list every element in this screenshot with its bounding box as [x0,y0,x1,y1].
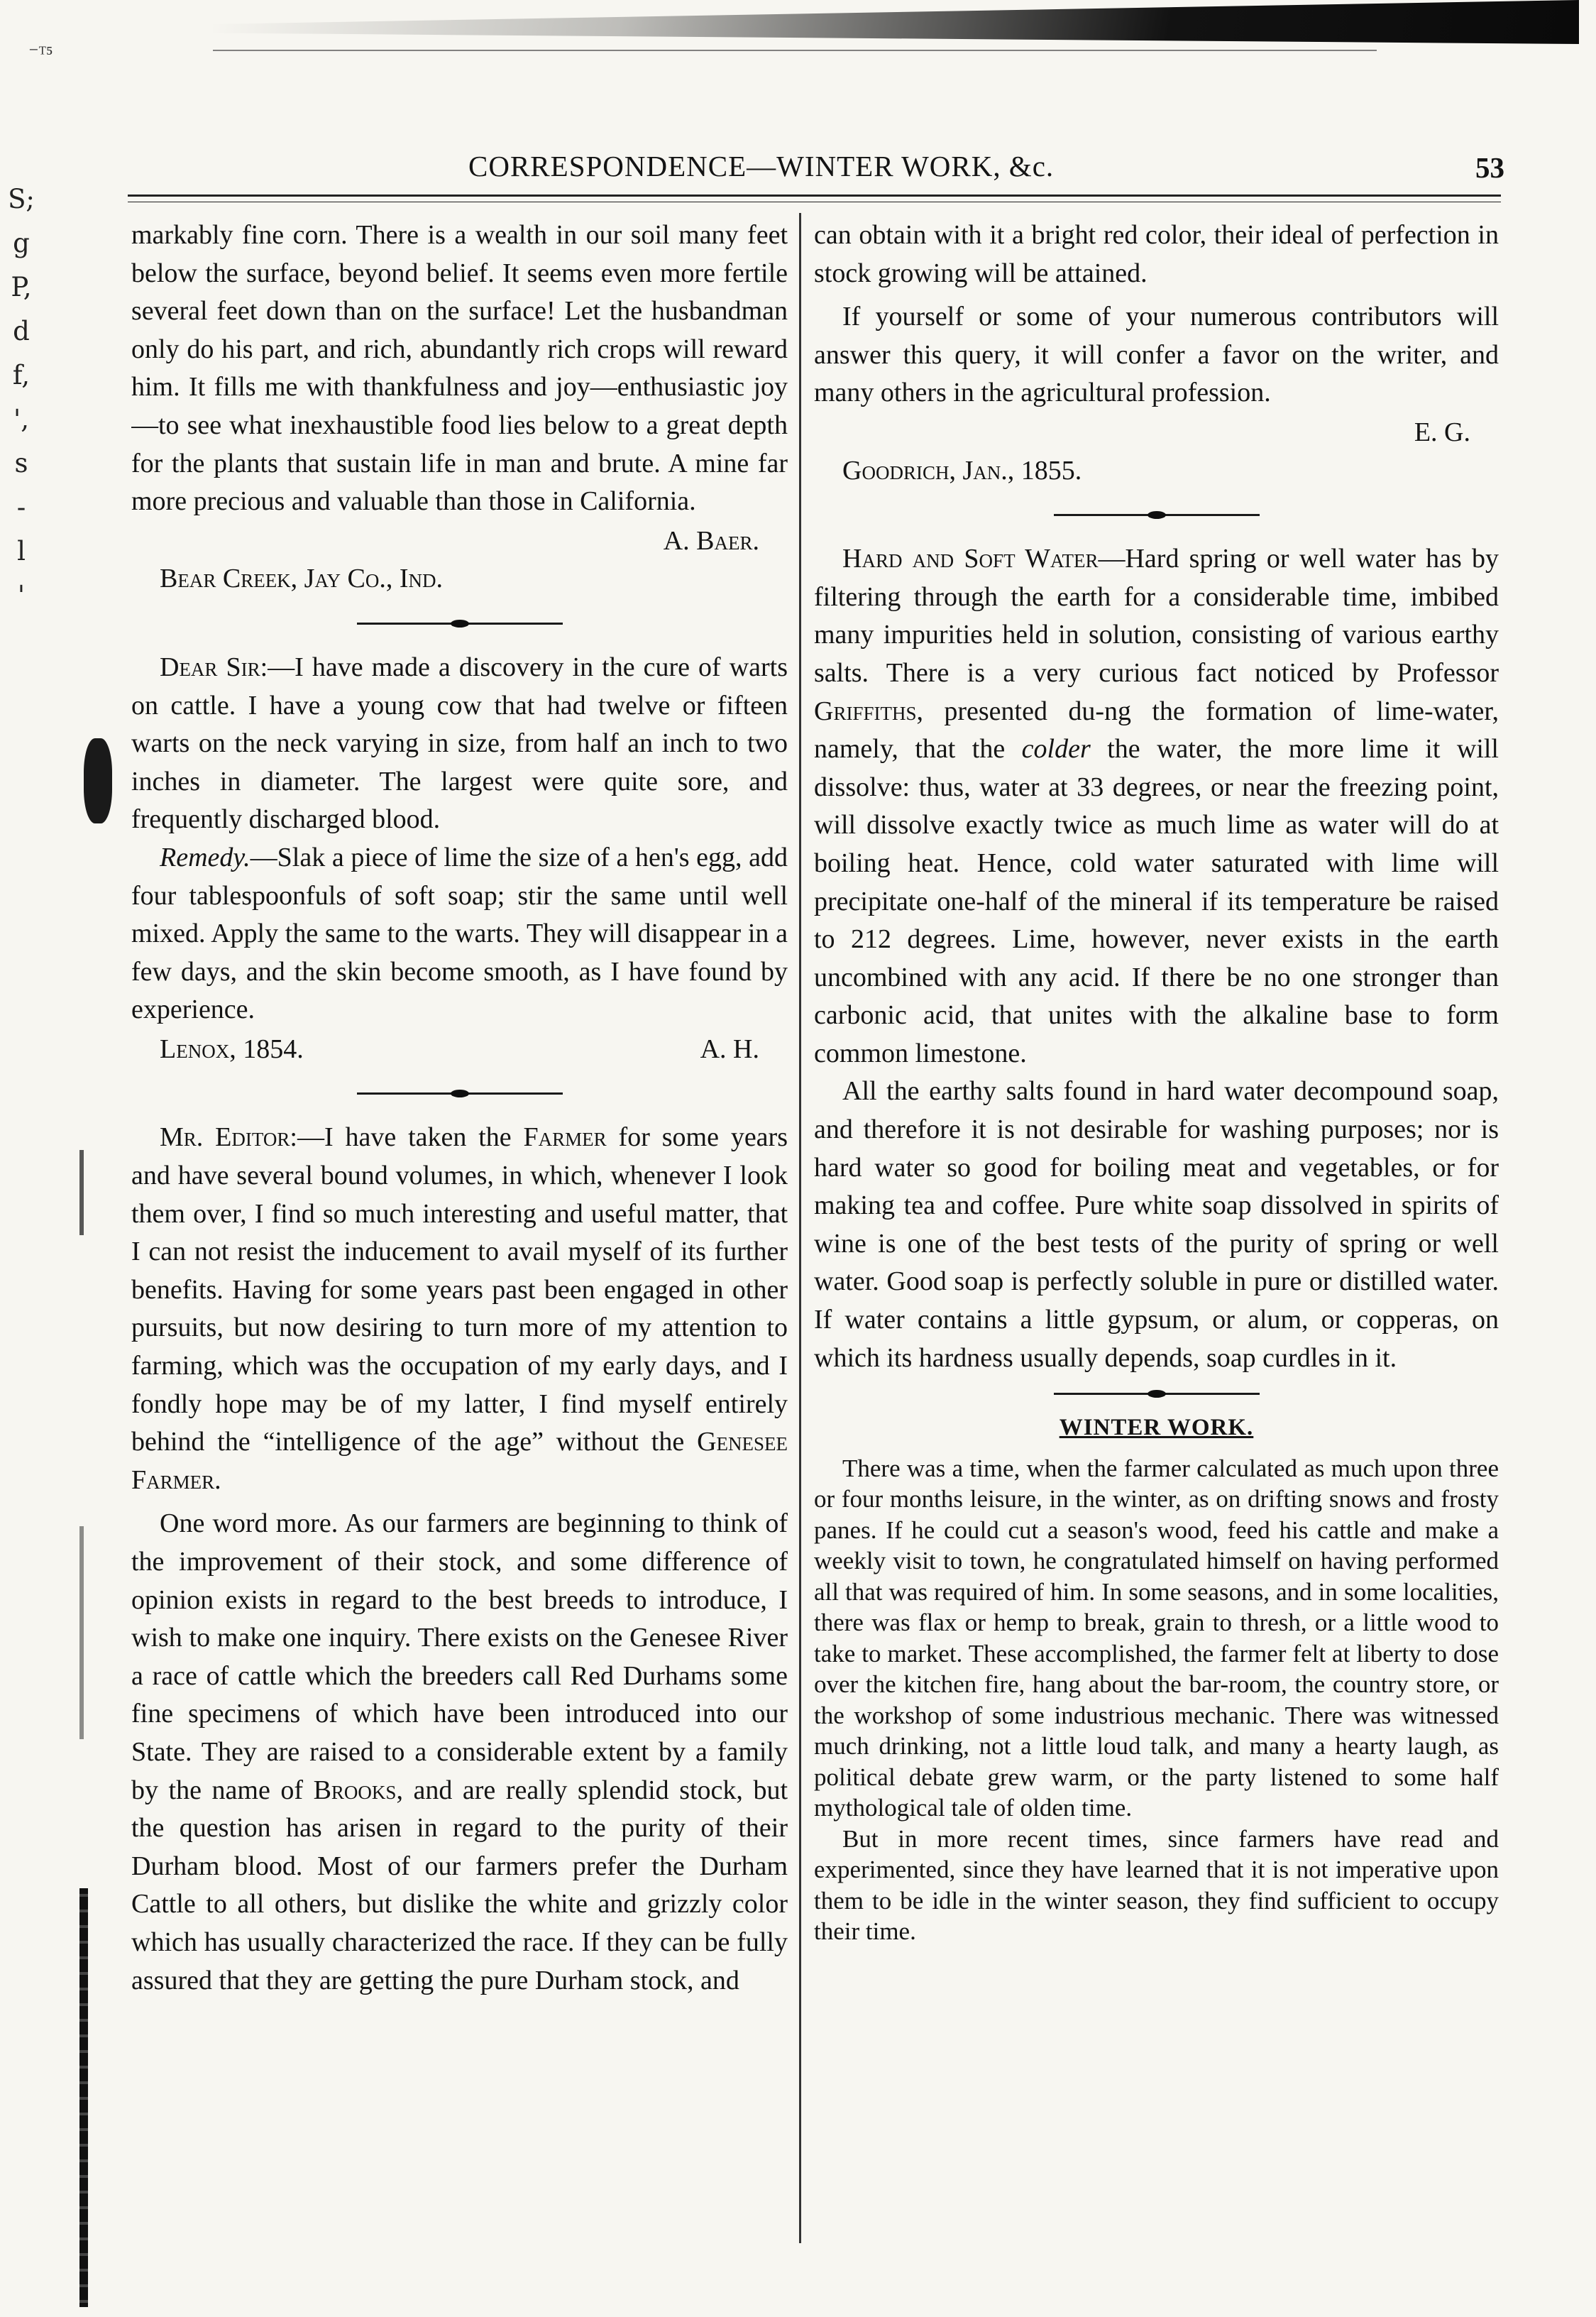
salutation: Dear Sir: [160,652,268,682]
inquiry-continued: can obtain with it a bright red color, their ideal of perfection in stock growing will be attained. [814,220,1499,288]
salutation: Mr. Editor [160,1122,290,1153]
winter-work-paragraph-2: But in more recent times, since farmers have read and experimented, since they have learned that it is not imperative upon them to be idle in the winter season, they find sufficient to occupy their time. [814,1824,1499,1946]
article-heading: Hard and Soft Water [842,544,1099,574]
scan-top-rule [213,50,1377,51]
margin-speckle [79,1526,84,1739]
hard-soft-water-article [814,540,1499,1073]
margin-mark: S; [8,184,35,214]
signature-row [131,1031,788,1069]
publication-name: Genesee Farmer. [131,1427,788,1495]
signature-place: Goodrich, Jan., 1855. [842,455,1082,486]
right-column [814,217,1499,2261]
section-separator [1054,514,1260,516]
signature-name: A. H. [700,1034,759,1064]
running-header: CORRESPONDENCE—WINTER WORK, &c. [468,150,1055,182]
margin-mark: P, [11,272,32,302]
letter-warts [131,649,788,839]
remedy-text: —Slak a piece of lime the size of a hen's egg, add four tablespoonfuls of soft soap; stir the same until well mixed. Apply the same to the warts. They will disappear in a few days, and the skin become smooth, as I have found by experience. [131,842,788,1025]
binding-edge-marks [79,1888,88,2307]
margin-mark: f, [12,360,31,390]
ink-blot [84,738,112,823]
signature-row [131,522,788,561]
winter-work-paragraph: There was a time, when the farmer calculated as much upon three or four months leisure, in the winter, as on drifting snows and frosty panes. If he could cut a season's wood, feed his cattle and make a weekly visit to town, he congratulated himself on having performed all that was required of him. In some seasons, and in some localities, there was flax or hemp to break, grain to thresh, or a little wood to take to market. These accomplished, the farmer felt at liberty to dose over the kitchen fire, hang about the bar-room, the country store, or the workshop of some industrious mechanic. There was witnessed much drinking, not a little loud talk, and many a hearty laugh, as political debate grew warm, or the party listened to some half mythological tale of olden time. [814,1454,1499,1822]
signature-place: Lenox, 1854. [160,1034,304,1064]
earthy-salts-paragraph: All the earthy salts found in hard water decompound soap, and therefore it is not desirable for washing purposes; nor is hard water so good for boiling meat and vegetables, or for making tea and coffee. Pure white soap dissolved in spirits of wine is one of the best tests of the purity of spring or well water. Good soap is perfectly soluble in pure or distilled water. If water contains a little gypsum, or alum, or copperas, on which its hardness usually depends, soap curdles in it. [814,1076,1499,1373]
margin-mark: ' [17,580,26,610]
margin-mark: ', [13,404,29,434]
publication-name: Farmer [523,1122,607,1153]
margin-marks [0,177,43,923]
margin-mark: d [13,316,30,346]
signature-place: Bear Creek, Jay Co., Ind. [160,564,443,594]
letter-warts-text: —I have made a discovery in the cure of warts on cattle. I have a young cow that had twelve or fifteen warts on the neck varying in size, from half an inch to two inches in diameter. The largest were quite sore, and frequently discharged blood. [131,652,788,835]
margin-mark: l [17,536,26,566]
section-separator [1054,1393,1260,1395]
signature-name: A. Baer. [663,525,759,556]
margin-mark: s [14,448,28,478]
corner-mark: ⁻ᵀ⁵ [28,43,53,65]
query-request: If yourself or some of your numerous contributors will answer this query, it will confer a favor on the writer, and many others in the agricultural profession. [814,302,1499,408]
margin-speckle [79,1150,84,1235]
section-title: WINTER WORK. [1059,1415,1254,1441]
article-text: , presented du-ng the formation of lime-water, namely, that the [814,696,1499,765]
letter-baer-text: markably fine corn. There is a wealth in our soil many feet below the surface, beyond belief. It seems even more fertile several feet down than on the surface! Let the husbandman only do his part, and rich, abundantly rich crops will reward him. It fills me with thankfulness and joy—enthusiastic joy—to see what inexhaustible food lies below to a great depth for the plants that sustain life in man and brute. A mine far more precious and valuable than those in California. [131,220,788,517]
letter-editor-text: :—I have taken the [290,1122,524,1153]
signature-row [814,414,1499,452]
signature-initials: E. G. [1414,417,1470,447]
left-column [131,217,788,2261]
section-separator [357,1092,563,1095]
person-name: Griffiths [814,696,917,726]
remedy-lead: Remedy. [160,842,251,872]
scan-top-ink-bar [213,0,1579,44]
header-rule-thick [128,195,1501,197]
inquiry-paragraph [131,1505,788,2000]
article-text: —Hard spring or well water has by filtering through the earth for a considerable time, imbibed many impurities held in solution, consisting of various earthy salts. There is a very curious fact noticed by Professor [814,544,1499,688]
margin-mark: - [16,492,26,522]
letter-editor [131,1119,788,1499]
inquiry-text: One word more. As our farmers are beginning to think of the improvement of their stock, and some difference of opinion exists in regard to the best breeds to introduce, I wish to make one inquiry. There exists on the Genesee River a race of cattle which the breeders call Red Durhams some fine specimens of which have been introduced into our State. They are raised to a considerable extent by a family by the name of [131,1508,788,1805]
family-name: Brooks [313,1775,397,1805]
column-divider [799,213,801,2243]
inquiry-text: , and are really splendid stock, but the question has arisen in regard to the purity of their Durham blood. Most of our farmers prefer the Durham Cattle to all others, but dislike the white and grizzly color which has usually characterized the race. If they can be fully assured that they are getting the pure Durham stock, and [131,1775,788,1995]
article-text: the water, the more lime it will dissolve: thus, water at 33 degrees, or near the freezing point, will dissolve exactly twice as much lime as water will do at boiling heat. Hence, cold water saturated with lime will precipitate one-half of the mineral if its temperature be raised to 212 degrees. Lime, however, never exists in the earth uncombined with any acid. If there be no one stronger than carbonic acid, that unites with the alkaline base to form common limestone. [814,734,1499,1068]
remedy-paragraph [131,839,788,1029]
letter-editor-text: for some years and have several bound volumes, in which, whenever I look them over, I find so much interesting and useful matter, that I can not resist the inducement to avail myself of its further benefits. Having for some years past been engaged in other pursuits, but now desiring to turn more of my attention to farming, which was the occupation of my early days, and I fondly hope may be of my latter, I find myself entirely behind the “intelligence of the age” without the [131,1122,788,1457]
section-separator [357,623,563,625]
page-number: 53 [1475,151,1504,184]
margin-mark: g [13,228,30,258]
emphasis: colder [1021,734,1091,765]
